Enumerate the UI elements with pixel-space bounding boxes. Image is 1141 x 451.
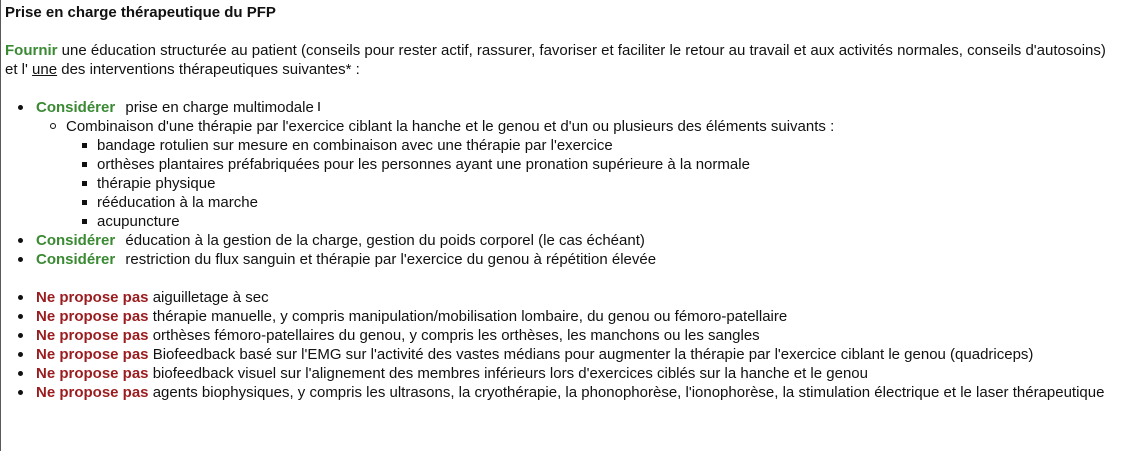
list-item xyxy=(36,117,1141,231)
list-item xyxy=(5,326,1141,345)
consider-label: Considérer xyxy=(36,251,116,268)
spacer xyxy=(5,269,1141,288)
text-cursor-mark xyxy=(318,102,320,111)
not-proposed-list xyxy=(5,288,1141,402)
list-item xyxy=(5,231,1141,250)
consider-text: prise en charge multimodale xyxy=(125,99,314,116)
intro-paragraph xyxy=(5,41,1141,79)
not-proposed-text: biofeedback visuel sur l'alignement des membres inférieurs lors d'exercices ciblés sur la hanche et le genou xyxy=(152,365,868,382)
list-item xyxy=(5,250,1141,269)
intro-text-b: des interventions thérapeutiques suivantes* : xyxy=(57,61,360,78)
not-proposed-text: aiguilletage à sec xyxy=(152,289,269,306)
not-proposed-text: orthèses fémoro-patellaires du genou, y compris les orthèses, les manchons ou les sangles xyxy=(152,327,760,344)
intro-text-a: une éducation structurée au patient (conseils pour rester actif, rassurer, favoriser et faciliter le retour au travail et aux activités normales, conseils d'autosoins) et l' xyxy=(5,42,1106,78)
consider-text: éducation à la gestion de la charge, gestion du poids corporel (le cas échéant) xyxy=(125,232,645,249)
page-title: Prise en charge thérapeutique du PFP xyxy=(5,4,276,21)
not-proposed-label: Ne propose pas xyxy=(36,327,149,344)
list-item xyxy=(5,364,1141,383)
list-item xyxy=(5,345,1141,364)
not-proposed-label: Ne propose pas xyxy=(36,365,149,382)
not-proposed-label: Ne propose pas xyxy=(36,346,149,363)
not-proposed-text: Biofeedback basé sur l'EMG sur l'activité des vastes médians pour augmenter la thérapie par l'exercice ciblant le genou (quadriceps) xyxy=(152,346,1034,363)
not-proposed-label: Ne propose pas xyxy=(36,289,149,306)
list-item: orthèses plantaires préfabriquées pour les personnes ayant une pronation supérieure à la normale xyxy=(66,155,1141,174)
list-item xyxy=(5,288,1141,307)
recommendation-list xyxy=(5,98,1141,269)
list-item: rééducation à la marche xyxy=(66,193,1141,212)
intro-verb: Fournir xyxy=(5,42,58,59)
consider-text: restriction du flux sanguin et thérapie par l'exercice du genou à répétition élevée xyxy=(125,251,657,268)
not-proposed-text: agents biophysiques, y compris les ultrasons, la cryothérapie, la phonophorèse, l'ionophorèse, la stimulation électrique et le laser thérapeutique xyxy=(152,384,1105,401)
list-item xyxy=(5,307,1141,326)
list-item: bandage rotulien sur mesure en combinaison avec une thérapie par l'exercice xyxy=(66,136,1141,155)
list-item: thérapie physique xyxy=(66,174,1141,193)
sub-text: Combinaison d'une thérapie par l'exercice ciblant la hanche et le genou et d'un ou plusieurs des éléments suivants : xyxy=(66,118,835,135)
list-item xyxy=(5,98,1141,231)
list-item xyxy=(5,383,1141,402)
sub-list xyxy=(36,117,1141,231)
consider-label: Considérer xyxy=(36,99,116,116)
not-proposed-label: Ne propose pas xyxy=(36,384,149,401)
list-item: acupuncture xyxy=(66,212,1141,231)
sub-sub-list xyxy=(66,136,1141,231)
consider-label: Considérer xyxy=(36,232,116,249)
not-proposed-text: thérapie manuelle, y compris manipulation/mobilisation lombaire, du genou ou fémoro-patellaire xyxy=(152,308,788,325)
not-proposed-label: Ne propose pas xyxy=(36,308,149,325)
intro-underlined: une xyxy=(32,61,58,78)
